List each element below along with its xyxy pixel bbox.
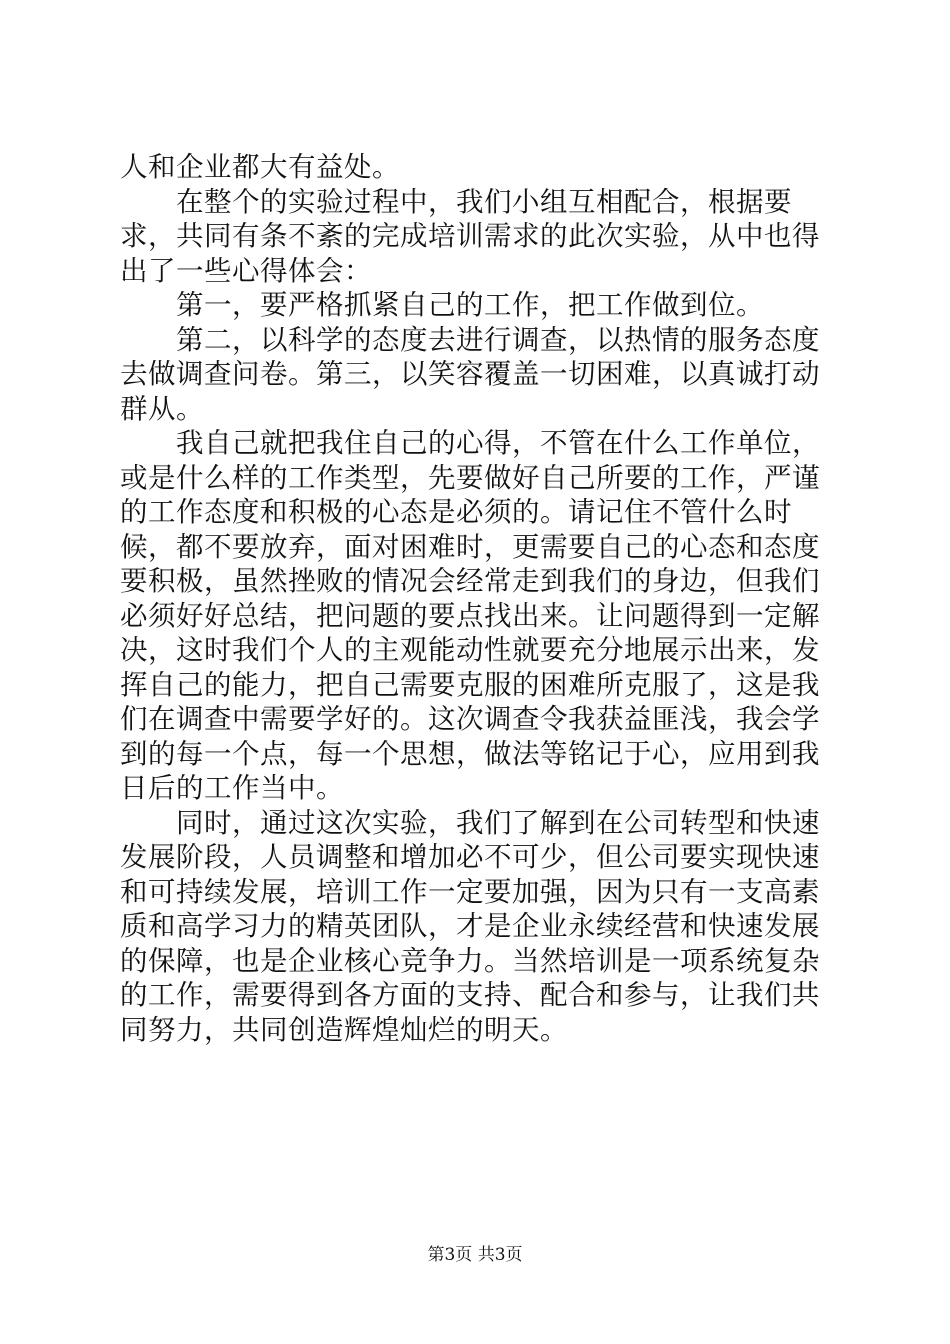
document-body [120,150,840,1047]
paragraph-second-third-points: 第二，以科学的态度去进行调查，以热情的服务态度去做调查问卷。第三，以笑容覆盖一切困难，以真诚打动群从。 [120,323,820,425]
paragraph-continuation: 人和企业都大有益处。 [120,151,400,183]
page-number-footer: 第3页 共3页 [427,1245,523,1265]
paragraph-process: 在整个的实验过程中，我们小组互相配合，根据要求，共同有条不紊的完成培训需求的此次实验，从中也得出了一些心得体会： [120,185,820,287]
paragraph-conclusion: 同时，通过这次实验，我们了解到在公司转型和快速发展阶段，人员调整和增加必不可少，但公司要实现快速和可持续发展，培训工作一定要加强，因为只有一支高素质和高学习力的精英团队，才是企业永续经营和快速发展的保障，也是企业核心竞争力。当然培训是一项系统复杂的工作，需要得到各方面的支持、配合和参与，让我们共同努力，共同创造辉煌灿烂的明天。 [120,806,820,1046]
paragraph-first-point: 第一，要严格抓紧自己的工作，把工作做到位。 [120,289,764,321]
paragraph-personal-reflection: 我自己就把我住自己的心得，不管在什么工作单位，或是什么样的工作类型，先要做好自己所要的工作，严谨的工作态度和积极的心态是必须的。请记住不管什么时候，都不要放弃，面对困难时，更需要自己的心态和态度要积极，虽然挫败的情况会经常走到我们的身边，但我们必须好好总结，把问题的要点找出来。让问题得到一定解决，这时我们个人的主观能动性就要充分地展示出来，发挥自己的能力，把自己需要克服的困难所克服了，这是我们在调查中需要学好的。这次调查令我获益匪浅，我会学到的每一个点，每一个思想，做法等铭记于心，应用到我日后的工作当中。 [120,427,820,804]
